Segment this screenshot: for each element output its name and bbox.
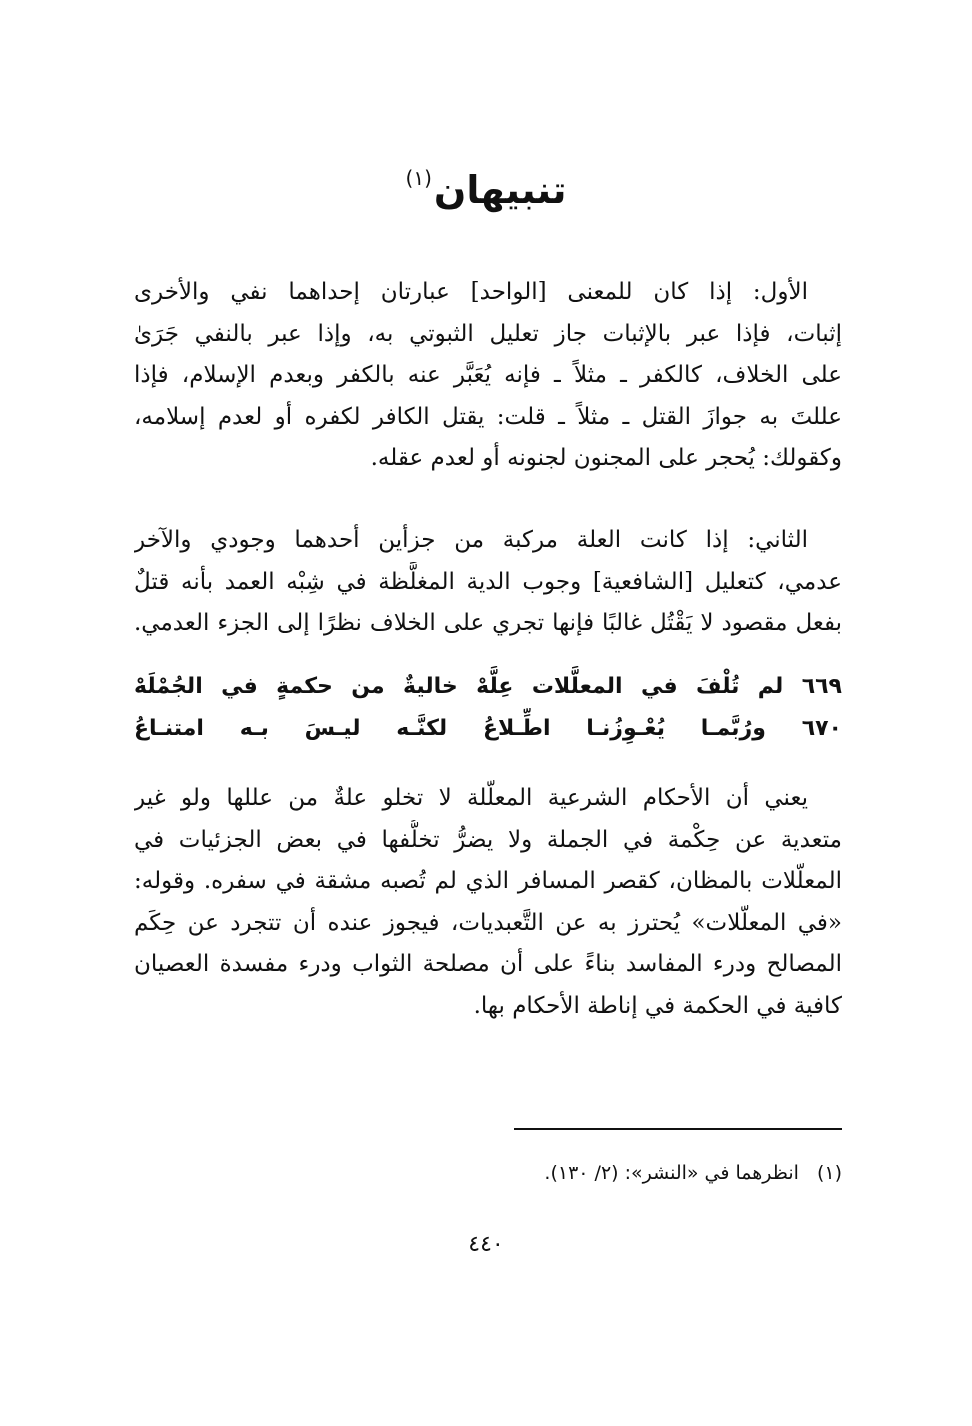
verse-number: ٦٧٠: [801, 716, 842, 741]
verse-block: [134, 666, 842, 750]
page-number: ٤٤٠: [468, 1232, 504, 1257]
paragraph-line: عللتَ به جوازَ القتل ـ مثلاً ـ قلت: يقتل الكافر لكفره أو لعدم إسلامه،: [134, 403, 842, 430]
section-title: [0, 148, 972, 220]
paragraph-second: [134, 520, 842, 645]
footnote: [134, 1158, 842, 1188]
verse-first-hemistich: ورُبَّمـا يُعْـوِزُنـا اطِّـلاعُ: [482, 716, 766, 741]
footnote-marker[interactable]: (١): [405, 166, 432, 190]
paragraph-line: الثاني: إذا كانت العلة مركبة من جزأين أحدهما وجودي والآخر: [134, 527, 808, 553]
footnote-divider: [514, 1128, 842, 1130]
footnote-number: (١): [816, 1162, 842, 1184]
verse-number: ٦٦٩: [801, 674, 842, 699]
verse-second-hemistich: لكنَّـه ليـسَ بـه امتنـاعُ: [134, 716, 448, 741]
paragraph-line: الأول: إذا كان للمعنى [الواحد] عبارتان إحداهما نفي والأخرى: [134, 279, 808, 305]
paragraph-line: يعني أن الأحكام الشرعية المعلّلة لا تخلو علةٌ من عللها ولو غير: [134, 785, 808, 811]
verse-first-hemistich: لم تُلْفَ في المعلَّلات عِلَّهْ: [476, 674, 784, 699]
section-title-text: تنبيهان: [433, 168, 567, 212]
paragraph-line: إثبات، فإذا عبر بالإثبات جاز تعليل الثبوتي به، وإذا عبر بالنفي جَرَىٰ: [134, 320, 842, 347]
paragraph-line: المعلّلات بالمظان، كقصر المسافر الذي لم تُصبه مشقة في سفره. وقوله:: [134, 868, 842, 894]
verse-second-hemistich: خاليةٌ من حكمةٍ في الجُمْلَهْ: [134, 674, 458, 699]
paragraph-commentary: [134, 778, 842, 1027]
footnote-text: انظرهما في «النشر»: (٢/ ١٣٠).: [544, 1162, 799, 1184]
paragraph-first: [134, 272, 842, 480]
verse-line: [134, 708, 842, 750]
paragraph-line: كافية في الحكمة في إناطة الأحكام بها.: [473, 992, 842, 1019]
paragraph-line: المصالح ودرء المفاسد بناءً على أن مصلحة الثواب ودرء مفسدة العصيان: [134, 951, 842, 977]
paragraph-line: عدمي، كتعليل [الشافعية] وجوب الدية المغلَّظة في شِبْه العمد بأنه قتلٌ: [134, 568, 842, 595]
paragraph-line: وكقولك: يُحجر على المجنون لجنونه أو لعدم عقله.: [370, 445, 842, 471]
paragraph-line: بفعل مقصود لا يَقْتُل غالبًا فإنها تجري على الخلاف نظرًا إلى الجزء العدمي.: [134, 610, 842, 636]
verse-line: [134, 666, 842, 708]
paragraph-line: على الخلاف، كالكفر ـ مثلاً ـ فإنه يُعَبَّر عنه بالكفر وبعدم الإسلام، فإذا: [134, 362, 842, 388]
paragraph-line: «في المعلّلات» يُحترز به عن التَّعبديات، فيجوز عنده أن تتجرد عن حِكَم: [134, 909, 842, 936]
paragraph-line: متعدية عن حِكْمة في الجملة ولا يضرُّ تخلُّفها في بعض الجزئيات في: [134, 826, 842, 853]
